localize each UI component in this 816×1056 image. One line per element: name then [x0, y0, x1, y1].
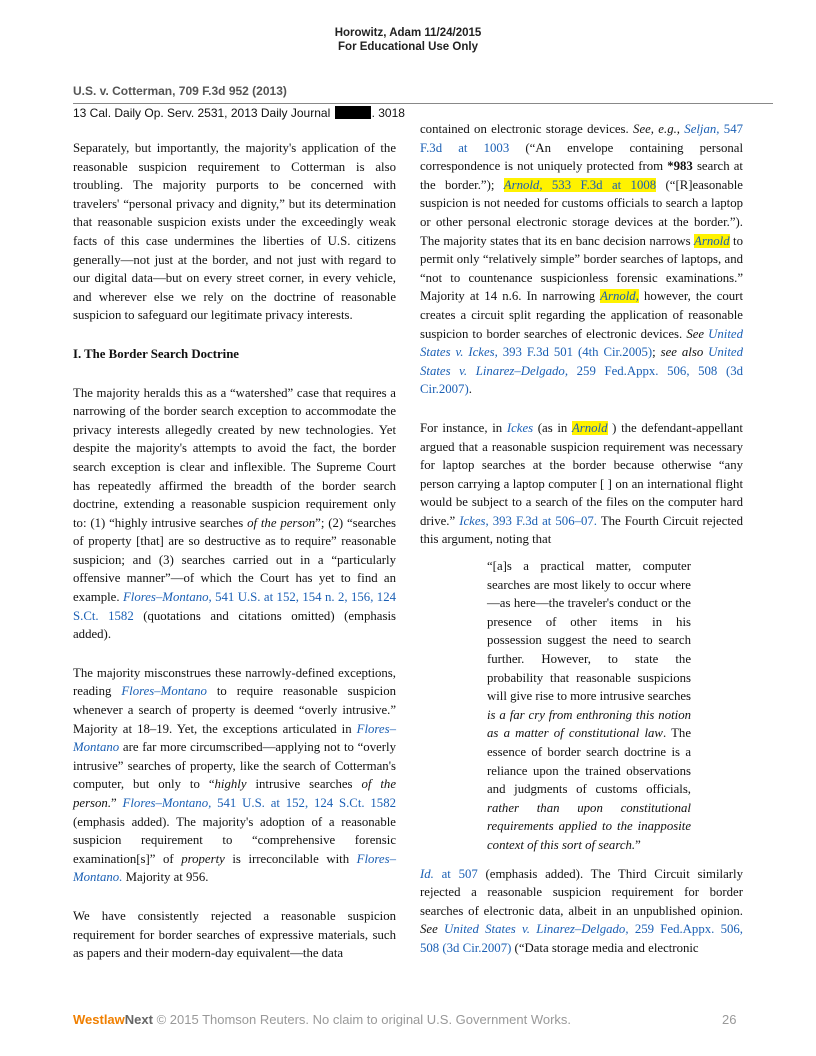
case-link[interactable]: Ickes [506, 420, 534, 435]
case-subcitation [73, 106, 405, 120]
paragraph: For instance, in Ickes (as in Arnold ) the defendant-appellant argued that a reasonable suspicion requirement was necessary for laptop searches at the border because otherwise “any person carrying a laptop computer [ ] on an international flight would be subject to a search of the files on the computer hard drive.” Ickes, 393 F.3d at 506–07. The Fourth Circuit rejected this argument, noting that [420, 420, 744, 547]
case-link[interactable]: Flores–Montano, 541 U.S. at 152, 154 n. 2, 156, 124 S.Ct. 1582 [73, 590, 397, 623]
case-link[interactable]: Flores–Montano [73, 721, 396, 755]
right-column [420, 120, 743, 978]
left-column [73, 139, 396, 983]
page-number: 26 [722, 1012, 737, 1027]
case-title: U.S. v. Cotterman, 709 F.3d 952 (2013) [73, 84, 287, 98]
footer [73, 1012, 571, 1027]
westlaw-logo: Westlaw [73, 1012, 125, 1027]
subcitation-page: . 3018 [371, 106, 405, 120]
header-notice: For Educational Use Only [338, 41, 478, 53]
section-heading: I. The Border Search Doctrine [73, 346, 239, 361]
case-link-highlighted[interactable]: Arnold, [600, 289, 639, 304]
paragraph: contained on electronic storage devices. See, e.g., Seljan, 547 F.3d at 1003 (“An envelope containing personal correspondence is not uniquely protected from *983 search at the border.”); Arnold, 533 F.3d at 1008 (“[R]easonable suspicion is not needed for customs officials to search a laptop or other personal electronic storage devices at the border.”). The majority states that its en banc decision narrows Arnold to permit only “relatively simple” border searches of laptops, and “not to countenance suspicionless forensic examinations.” Majority at 14 n.6. In narrowing Arnold, however, the court creates a circuit split regarding the application of reasonable suspicion to border searches of electronic devices. See United States v. Ickes, 393 F.3d 501 (4th Cir.2005); see also United States v. Linarez–Delgado, 259 Fed.Appx. 506, 508 (3d Cir.2007). [420, 122, 744, 397]
paragraph: Id. at 507 (emphasis added). The Third Circuit similarly rejected a reasonable suspicion requirement for border searches of electronic data, albeit in an unpublished opinion. See United States v. Linarez–Delgado, 259 Fed.Appx. 506, 508 (3d Cir.2007) (“Data storage media and electronic [420, 866, 743, 955]
header-user-date: Horowitz, Adam 11/24/2015 [334, 27, 482, 39]
case-link[interactable]: United States v. Linarez–Delgado, 259 Fed.Appx. 506, 508 (3d Cir.2007) [420, 345, 744, 397]
case-link[interactable]: Flores–Montano [121, 684, 207, 699]
case-link-highlighted[interactable]: Arnold [571, 420, 608, 435]
paragraph: We have consistently rejected a reasonable suspicion requirement for border searches of expressive materials, such as papers and their modern-day equivalent—the data [73, 908, 396, 961]
case-link[interactable]: United States v. Linarez–Delgado, 259 Fed.Appx. 506, 508 (3d Cir.2007) [420, 922, 743, 955]
case-link[interactable]: United States v. Ickes, 393 F.3d 501 (4th Cir.2005) [420, 326, 743, 360]
case-link-highlighted[interactable]: Arnold, 533 F.3d at 1008 [503, 177, 657, 192]
block-quote: “[a]s a practical matter, computer searches are most likely to occur where —as here—the traveler's conduct or the presence of other items in his possession suggest the need to search further. However, to state the probability that reasonable suspicions will give rise to more intrusive searches is a far cry from enthroning this notion as a matter of constitutional law. The essence of border search doctrine is a reliance upon the trained observations and judgments of customs officials, rather than upon constitutional requirements applied to the inapposite context of this sort of search.” [487, 559, 692, 852]
paragraph: The majority heralds this as a “watershed” case that requires a narrowing of the border search exception to accommodate the privacy interests allegedly created by new technologies. Yet despite the majority's attempts to avoid the fact, the border search exception is clear and inflexible. The Supreme Court has repeatedly affirmed the breadth of the border search doctrine, extending a reasonable suspicion requirement only to: (1) “highly intrusive searches of the person”; (2) “searches of property [that] are so destructive as to require” reasonable suspicion; and (3) searches carried out in a “particularly offensive manner”—of which the Court has yet to find an example. Flores–Montano, 541 U.S. at 152, 154 n. 2, 156, 124 S.Ct. 1582 (quotations and citations omitted) (emphasis added). [73, 385, 397, 642]
case-link[interactable]: Ickes, 393 F.3d at 506–07. [459, 513, 597, 528]
paragraph: The majority misconstrues these narrowly-defined exceptions, reading Flores–Montano to require reasonable suspicion whenever a search of property is deemed “overly intrusive.” Majority at 18–19. Yet, the exceptions articulated in Flores–Montano are far more circumscribed—applying not to “overly intrusive” searches of property, like the search of Cotterman's computer, but only to “highly intrusive searches of the person.” Flores–Montano, 541 U.S. at 152, 124 S.Ct. 1582 (emphasis added). The majority's adoption of a reasonable suspicion requirement to “comprehensive forensic examination[s]” of property is irreconcilable with Flores–Montano. Majority at 956. [73, 665, 396, 885]
case-link[interactable]: Flores–Montano, 541 U.S. at 152, 124 S.Ct. 1582 [122, 796, 396, 810]
paragraph: Separately, but importantly, the majority's application of the reasonable suspicion requirement to Cotterman is also troubling. The majority purports to be concerned with travelers' “personal privacy and dignity,” but its determination that reasonable suspicion exists under the exceedingly weak facts of this case undermines the liberties of U.S. citizens generally—not just at the border, and not just with regard to our digital data—but on every street corner, in every vehicle, and wherever else we rely on the doctrine of reasonable suspicion to safeguard our legitimate privacy interests. [73, 141, 396, 323]
header-divider [73, 103, 773, 104]
subcitation-text: 13 Cal. Daily Op. Serv. 2531, 2013 Daily Journal [73, 106, 331, 120]
case-link[interactable]: Id. at 507 [420, 866, 478, 881]
westlaw-logo-next: Next [124, 1012, 153, 1027]
case-link[interactable]: Flores–Montano. [73, 851, 396, 885]
footer-copyright: © 2015 Thomson Reuters. No claim to original U.S. Government Works. [156, 1012, 572, 1027]
case-link[interactable]: Seljan, 547 F.3d at 1003 [420, 122, 743, 155]
case-link-highlighted[interactable]: Arnold [694, 233, 730, 248]
redaction-block [335, 106, 371, 119]
